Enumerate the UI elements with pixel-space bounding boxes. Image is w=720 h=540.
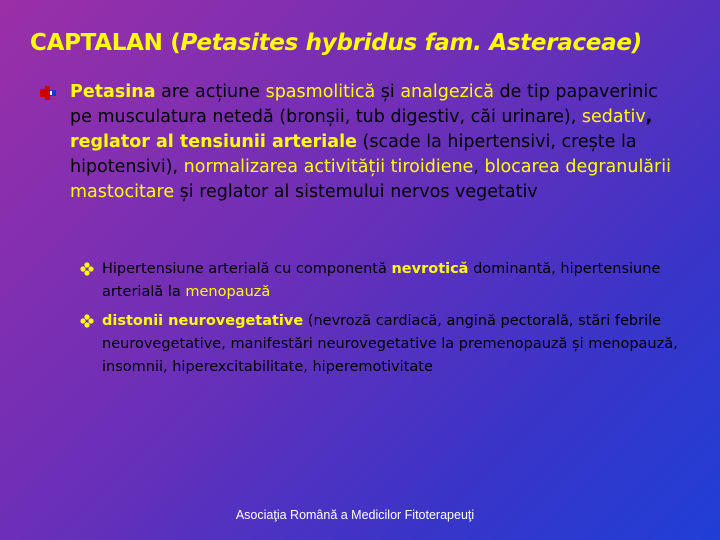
footer-organization: Asociaţia Română a Medicilor Fitoterapeuţi [235,508,475,522]
sub-bullet-distonii [102,310,682,379]
term-nevrotica: nevrotică [391,261,469,277]
text-segment: , [645,107,653,127]
title-latin-name: Petasites hybridus fam. Asteraceae) [180,30,642,56]
diamond-flower-bullet-icon [80,262,94,276]
term-distonii: distonii neurovegetative [102,313,304,329]
text-segment: are acțiune [155,82,266,102]
term-spasmolitica: spasmolitică [265,82,376,102]
red-blue-cross-bullet-icon [40,86,56,100]
text-segment: de tip papaverinic pe musculatura netedă (bronșii, tub digestiv, căi urinare), [70,82,658,127]
term-petasina: Petasina [70,82,156,102]
term-analgezica: analgezică [400,82,494,102]
slide-title [30,30,710,56]
text-segment: Hipertensiune arterială cu componentă [102,261,392,277]
term-tiroidiene: normalizarea activității tiroidiene [183,157,474,177]
title-prefix: CAPTALAN ( [30,30,181,56]
sub-bullet-hipertensiune [102,258,682,304]
term-menopauza: menopauză [185,284,271,300]
term-mastocitare: blocarea degranulării mastocitare [70,157,671,202]
text-segment: și reglator al sistemului nervos vegetativ [174,182,538,202]
term-reglator-tensiune: reglator al tensiunii arteriale [70,132,357,152]
text-segment: și [375,82,401,102]
main-paragraph [70,80,680,205]
text-segment: (scade la hipertensivi, crește la hipotensivi), [70,132,637,177]
text-segment: dominantă, hipertensiune arterială la [102,261,661,300]
term-sedativ: sedativ [581,107,646,127]
text-segment: (nevroză cardiacă, angină pectorală, stări febrile neurovegetative, manifestări neurovegetative la premenopauză și menopauză, insomnii, hiperexcitabilitate, hiperemotivitate [102,313,678,375]
text-segment: , [473,157,485,177]
diamond-flower-bullet-icon [80,314,94,328]
